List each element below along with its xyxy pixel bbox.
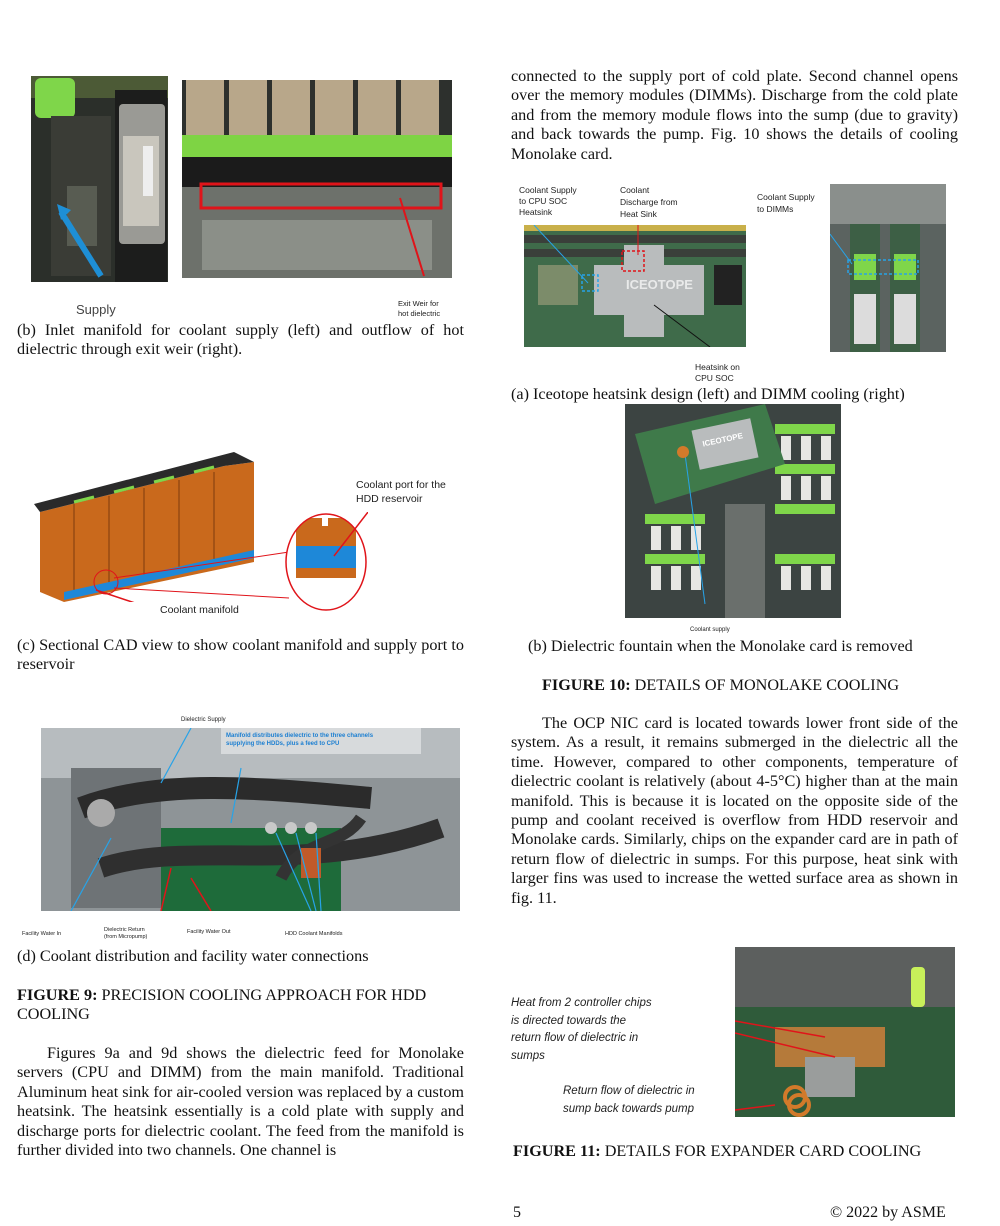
label-coolant-port: Coolant port for the HDD reservoir [356, 479, 446, 505]
fig9-heading-label: FIGURE 9: [17, 986, 98, 1004]
label-manifold-note: Manifold distributes dielectric to the three channels supplying the HDDs, plus a feed to CPU [226, 733, 374, 747]
page-number: 5 [513, 1204, 521, 1221]
right-paragraph-mid: The OCP NIC card is located towards lower front side of the system. As a result, it remains submerged in the dielectric all the time. However, compared to other components, temperature of dielectric coolant is relatively (about 4-5°C) higher than at the main manifold. This is because it is located on the opposite side of the pump and coolant received is overflow from HDD reservoir and Monolake cards. Similarly, chips on the expander card are in path of return flow of dielectric in sumps. For this purpose, heat sink with larger fins was used to increase the wetted surface area as shown in fig. 11. [511, 714, 958, 907]
iceotope-logo: ICEOTOPE [626, 277, 693, 292]
fig10a-caption: (a) Iceotope heatsink design (left) and DIMM cooling (right) [511, 385, 905, 403]
label-coolant-supply: Coolant supply [690, 627, 730, 633]
right-paragraph-top: connected to the supply port of cold plate. Second channel opens over the memory modules (DIMMs). Discharge from the cold plate and from the memory module flows into the sump (due to gravity) and back towards the pump. Fig. 10 shows the details of cooling Monolake card. [511, 67, 958, 163]
left-paragraph: Figures 9a and 9d shows the dielectric feed for Monolake servers (CPU and DIMM) from the main manifold. Traditional Aluminum heat sink for air-cooled version was replaced by a custom heatsink. The heatsink essentially is a cold plate with supply and discharge ports for dielectric coolant. The feed from the manifold is further divided into two channels. One channel is [17, 1044, 464, 1160]
label-coolant-discharge: Coolant Discharge from Heat Sink [620, 185, 678, 219]
label-exit-weir: Exit Weir for hot dielectric [398, 299, 441, 318]
fig10b-photo [625, 404, 841, 618]
copyright: © 2022 by ASME [830, 1204, 946, 1221]
label-facility-water-out: Facility Water Out [187, 929, 231, 935]
fig11-heading [513, 1142, 921, 1161]
fig9b-left-photo [31, 76, 168, 282]
label-dielectric-supply: Dielectric Supply [181, 717, 226, 723]
fig9b-caption: (b) Inlet manifold for coolant supply (left) and outflow of hot dielectric through exit weir (right). [17, 321, 464, 358]
fig9b-right-photo [182, 80, 452, 278]
label-supply: Supply [76, 302, 116, 317]
label-coolant-manifold: Coolant manifold [160, 604, 239, 616]
fig10a-right-photo [830, 184, 946, 352]
label-dielectric-return: Dielectric Return (from Micropump) [104, 927, 148, 940]
fig10a-left-photo [524, 225, 746, 347]
fig11-photo [735, 947, 955, 1117]
label-facility-water-in: Facility Water In [22, 931, 62, 937]
label-supply-dimms: Coolant Supply to DIMMs [757, 192, 815, 214]
fig9-heading [17, 986, 464, 1024]
fig9-heading-text: PRECISION COOLING APPROACH FOR HDD COOLING [17, 986, 427, 1023]
fig9c-caption: (c) Sectional CAD view to show coolant manifold and supply port to reservoir [17, 636, 464, 673]
fig10b-caption: (b) Dielectric fountain when the Monolake card is removed [528, 637, 913, 655]
fig11-heading-label: FIGURE 11: [513, 1142, 601, 1160]
label-return-flow: Return flow of dielectric in sump back towards pump [563, 1085, 695, 1115]
fig10-heading-label: FIGURE 10: [542, 676, 631, 694]
label-heat-controller-chips: Heat from 2 controller chips is directed towards the return flow of dielectric in sumps [511, 997, 652, 1062]
label-supply-cpu-heatsink: Coolant Supply to CPU SOC Heatsink [519, 185, 577, 217]
iceotope-logo-b: ICEOTOPE [701, 431, 744, 449]
label-hdd-coolant-manifolds: HDD Coolant Manifolds [285, 931, 343, 937]
fig11-heading-text: DETAILS FOR EXPANDER CARD COOLING [600, 1142, 922, 1160]
fig9d-photo [41, 728, 460, 911]
fig9c-zoom-circle [284, 512, 368, 612]
fig9d-caption: (d) Coolant distribution and facility water connections [17, 947, 369, 965]
fig10-heading-text: DETAILS OF MONOLAKE COOLING [630, 676, 900, 694]
fig10-heading [542, 676, 899, 695]
label-heatsink-cpu-soc: Heatsink on CPU SOC [695, 362, 740, 383]
